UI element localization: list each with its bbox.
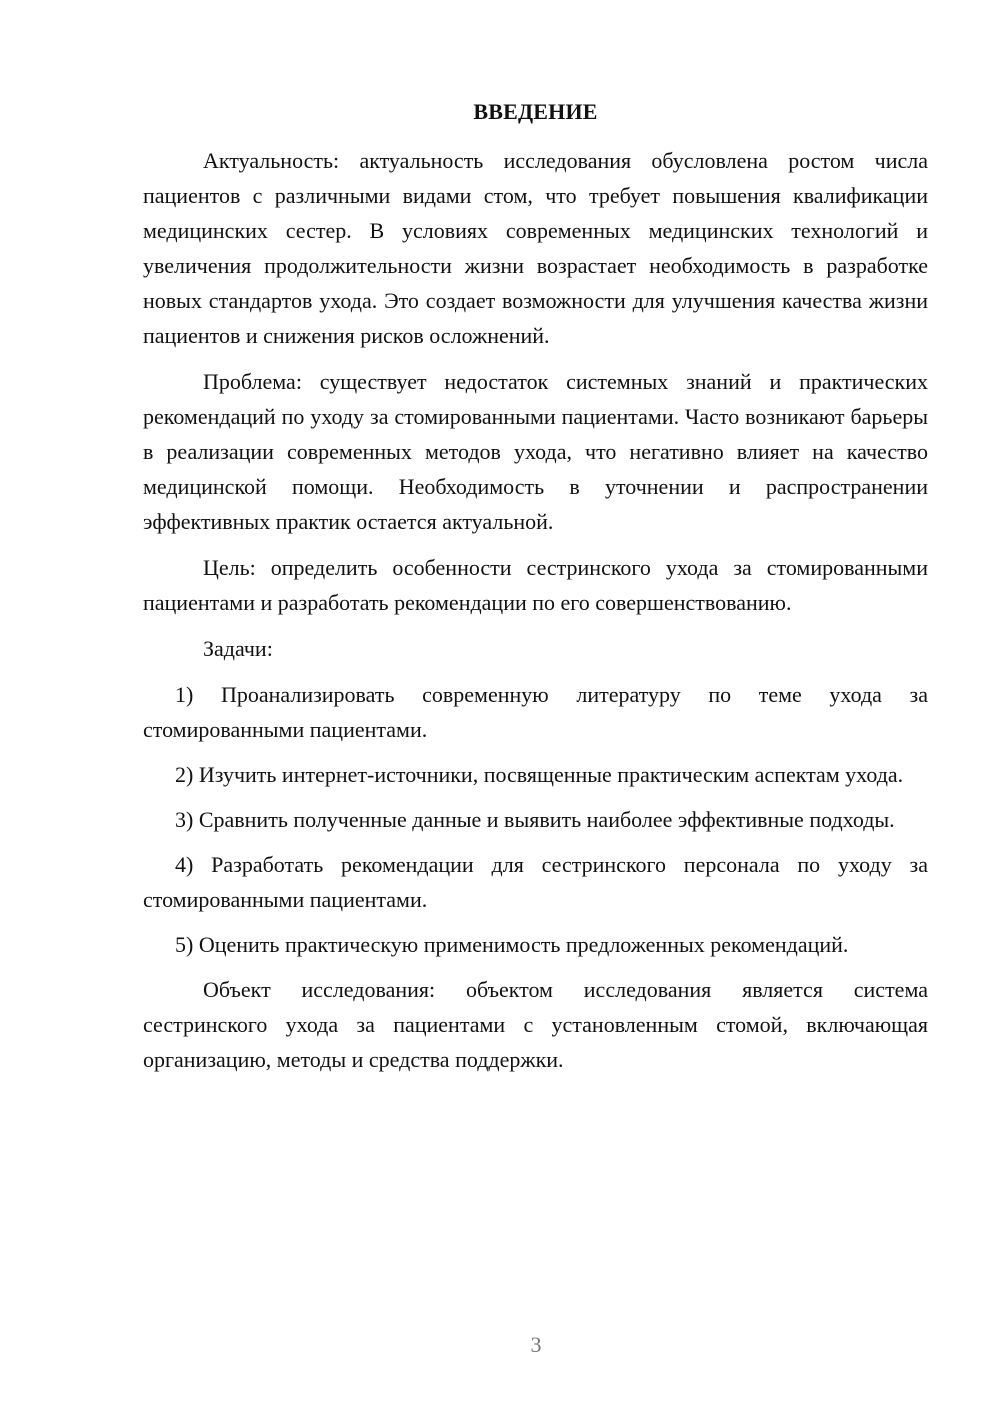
section-title: ВВЕДЕНИЕ xyxy=(473,99,598,124)
task-item-3: 3) Сравнить полученные данные и выявить наиболее эффективные подходы. xyxy=(175,807,895,832)
paragraph-problem: Проблема: существует недостаток системных знаний и практических рекомендаций по уходу за стомированными пациентами. Часто возникают барьеры в реализации современных методов ухода, что негативно влияет на качество медицинской помощи. Необходимость в уточнении и распространении эффективных практик остается актуальной. xyxy=(143,369,928,534)
task-item-2: 2) Изучить интернет-источники, посвященные практическим аспектам ухода. xyxy=(175,762,904,787)
paragraph-object: Объект исследования: объектом исследования является система сестринского ухода за пациентами с установленным стомой, включающая организацию, методы и средства поддержки. xyxy=(143,977,928,1072)
page-number: 3 xyxy=(530,1332,542,1357)
tasks-label: Задачи: xyxy=(203,636,273,661)
paragraph-relevance: Актуальность: актуальность исследования обусловлена ростом числа пациентов с различными видами стом, что требует повышения квалификации медицинских сестер. В условиях современных медицинских технологий и увеличения продолжительности жизни возрастает необходимость в разработке новых стандартов ухода. Это создает возможности для улучшения качества жизни пациентов и снижения рисков осложнений. xyxy=(143,148,928,348)
task-item-5: 5) Оценить практическую применимость предложенных рекомендаций. xyxy=(175,932,849,957)
paragraph-goal: Цель: определить особенности сестринского ухода за стомированными пациентами и разработать рекомендации по его совершенствованию. xyxy=(143,555,928,615)
task-item-4: 4) Разработать рекомендации для сестринского персонала по уходу за стомированными пациентами. xyxy=(143,852,928,912)
page-content xyxy=(143,94,928,1088)
task-item-1: 1) Проанализировать современную литературу по теме ухода за стомированными пациентами. xyxy=(143,682,928,742)
